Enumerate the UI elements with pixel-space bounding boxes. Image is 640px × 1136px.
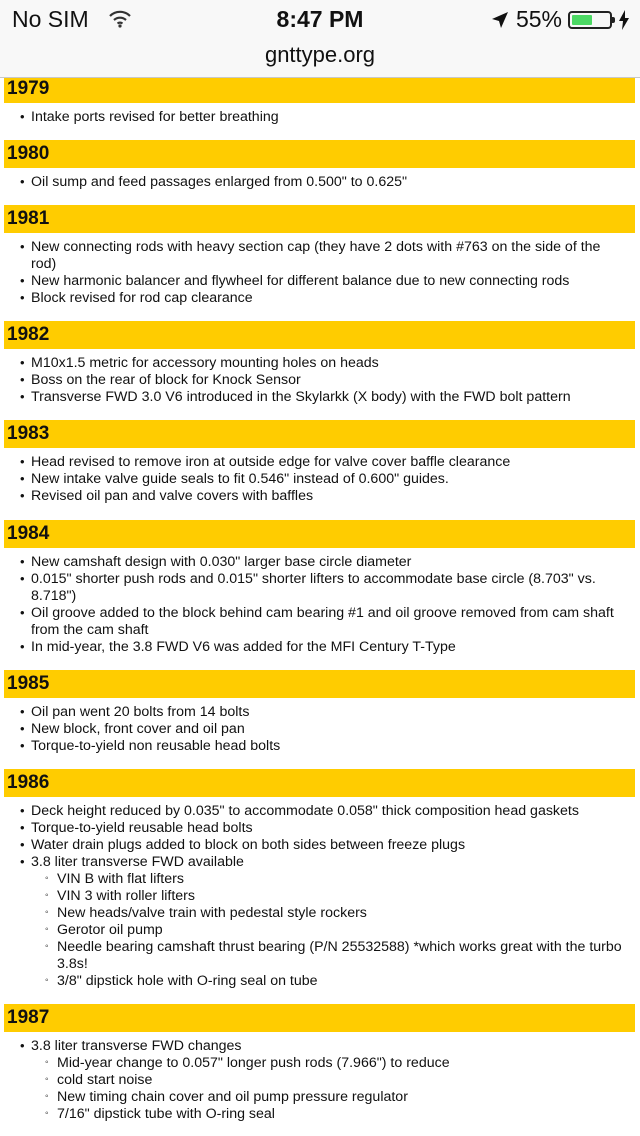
list-item: New block, front cover and oil pan [31, 721, 245, 737]
clock: 8:47 PM [276, 6, 364, 32]
bullet-icon: • [20, 488, 25, 503]
sub-bullet-icon: ◦ [45, 873, 49, 884]
sub-list-item: VIN 3 with roller lifters [57, 888, 195, 904]
sub-list-item: Gerotor oil pump [57, 922, 163, 938]
battery-icon [568, 11, 612, 29]
list-item: New connecting rods with heavy section cap (they have 2 dots with #763 on the side of the [31, 239, 601, 255]
list-item: Block revised for rod cap clearance [31, 290, 253, 306]
sub-list-item: 3.8s! [57, 956, 88, 972]
bullet-icon: • [20, 837, 25, 852]
list-item: New harmonic balancer and flywheel for different balance due to new connecting rods [31, 273, 570, 289]
sub-list-item: Needle bearing camshaft thrust bearing (P/N 25532588) *which works great with the turbo [57, 939, 622, 955]
sub-list-item: New timing chain cover and oil pump pressure regulator [57, 1089, 408, 1105]
list-item: Deck height reduced by 0.035" to accommodate 0.058" thick composition head gaskets [31, 803, 579, 819]
bullet-icon: • [20, 605, 25, 620]
bullet-icon: • [20, 471, 25, 486]
bullet-icon: • [20, 290, 25, 305]
list-item: New intake valve guide seals to fit 0.546" instead of 0.600" guides. [31, 471, 449, 487]
list-item: Oil sump and feed passages enlarged from 0.500" to 0.625" [31, 174, 408, 190]
list-item: M10x1.5 metric for accessory mounting holes on heads [31, 355, 379, 371]
list-item: Revised oil pan and valve covers with baffles [31, 488, 314, 504]
bullet-icon: • [20, 355, 25, 370]
year-header-1987: 1987 [4, 1004, 635, 1032]
year-header-1981: 1981 [4, 205, 635, 233]
sub-list-item: VIN B with flat lifters [57, 871, 184, 887]
sub-bullet-icon: ◦ [45, 1108, 49, 1119]
list-item: Water drain plugs added to block on both sides between freeze plugs [31, 837, 466, 853]
bullet-icon: • [20, 803, 25, 818]
location-arrow-icon [490, 10, 510, 30]
list-item: 8.718") [31, 588, 77, 604]
list-item: In mid-year, the 3.8 FWD V6 was added for the MFI Century T-Type [31, 639, 456, 655]
sub-bullet-icon: ◦ [45, 1057, 49, 1068]
bullet-icon: • [20, 571, 25, 586]
sub-bullet-icon: ◦ [45, 924, 49, 935]
bullet-icon: • [20, 174, 25, 189]
url-domain: gnttype.org [264, 42, 376, 67]
year-header-1980: 1980 [4, 140, 635, 168]
sub-list-item: 7/16" dipstick tube with O-ring seal [57, 1106, 275, 1122]
list-item: Oil pan went 20 bolts from 14 bolts [31, 704, 250, 720]
year-header-1982: 1982 [4, 321, 635, 349]
carrier-label: No SIM [12, 6, 89, 32]
bullet-icon: • [20, 273, 25, 288]
bullet-icon: • [20, 1038, 25, 1053]
bullet-icon: • [20, 109, 25, 124]
list-item: Intake ports revised for better breathing [31, 109, 279, 125]
list-item: from the cam shaft [31, 622, 149, 638]
bullet-icon: • [20, 704, 25, 719]
year-header-1979: 1979 [4, 78, 635, 103]
year-header-1984: 1984 [4, 520, 635, 548]
charging-bolt-icon [618, 10, 630, 30]
list-item: Oil groove added to the block behind cam bearing #1 and oil groove removed from cam shaft [31, 605, 614, 621]
list-item: Head revised to remove iron at outside edge for valve cover baffle clearance [31, 454, 511, 470]
address-bar[interactable] [0, 40, 640, 78]
bullet-icon: • [20, 554, 25, 569]
sub-list-item: cold start noise [57, 1072, 153, 1088]
sub-bullet-icon: ◦ [45, 941, 49, 952]
bullet-icon: • [20, 738, 25, 753]
bullet-icon: • [20, 854, 25, 869]
list-item: Boss on the rear of block for Knock Sensor [31, 372, 301, 388]
status-bar [0, 0, 640, 40]
bullet-icon: • [20, 454, 25, 469]
bullet-icon: • [20, 639, 25, 654]
year-header-1986: 1986 [4, 769, 635, 797]
year-header-1983: 1983 [4, 420, 635, 448]
list-item: rod) [31, 256, 57, 272]
page-content[interactable] [0, 78, 640, 1136]
bullet-icon: • [20, 389, 25, 404]
sub-list-item: New heads/valve train with pedestal style rockers [57, 905, 367, 921]
bullet-icon: • [20, 239, 25, 254]
battery-percent: 55% [515, 6, 562, 32]
list-item: 0.015" shorter push rods and 0.015" shorter lifters to accommodate base circle (8.703" vs. [31, 571, 596, 587]
sub-list-item: Mid-year change to 0.057" longer push rods (7.966") to reduce [57, 1055, 450, 1071]
list-item: Transverse FWD 3.0 V6 introduced in the Skylarkk (X body) with the FWD bolt pattern [31, 389, 571, 405]
list-item: Torque-to-yield reusable head bolts [31, 820, 253, 836]
year-header-1985: 1985 [4, 670, 635, 698]
list-item: New camshaft design with 0.030" larger base circle diameter [31, 554, 412, 570]
sub-list-item: 3/8" dipstick hole with O-ring seal on tube [57, 973, 318, 989]
list-item: 3.8 liter transverse FWD changes [31, 1038, 242, 1054]
sub-bullet-icon: ◦ [45, 1091, 49, 1102]
bullet-icon: • [20, 372, 25, 387]
list-item: 3.8 liter transverse FWD available [31, 854, 244, 870]
sub-bullet-icon: ◦ [45, 975, 49, 986]
sub-bullet-icon: ◦ [45, 1074, 49, 1085]
list-item: Torque-to-yield non reusable head bolts [31, 738, 281, 754]
sub-bullet-icon: ◦ [45, 890, 49, 901]
sub-bullet-icon: ◦ [45, 907, 49, 918]
bullet-icon: • [20, 820, 25, 835]
bullet-icon: • [20, 721, 25, 736]
